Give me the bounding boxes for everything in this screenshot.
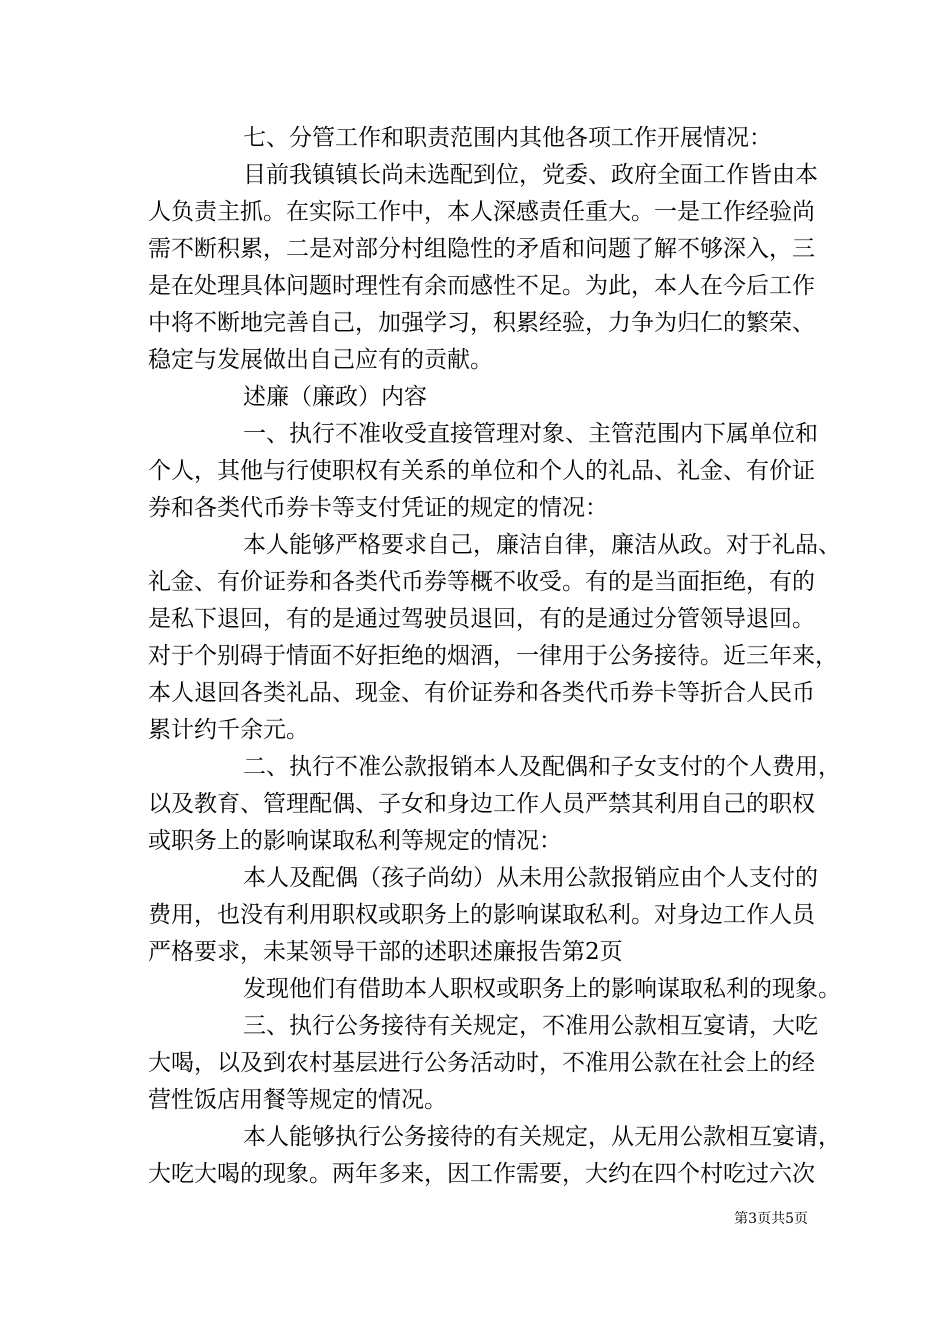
paragraph-line: 营性饭店用餐等规定的情况。 bbox=[148, 1087, 447, 1113]
paragraph-line: 中将不断地完善自己，加强学习，积累经验，力争为归仁的繁荣、 bbox=[148, 310, 815, 336]
section-heading-3: 三、执行公务接待有关规定，不准用公款相互宴请，大吃 bbox=[243, 1013, 818, 1039]
paragraph-line: 大吃大喝的现象。两年多来，因工作需要，大约在四个村吃过六次 bbox=[148, 1161, 815, 1187]
section-title-shulian: 述廉（廉政）内容 bbox=[243, 384, 427, 410]
paragraph-line: 费用，也没有利用职权或职务上的影响谋取私利。对身边工作人员 bbox=[148, 902, 815, 928]
paragraph-line: 是在处理具体问题时理性有余而感性不足。为此，本人在今后工作 bbox=[148, 273, 815, 299]
section-heading-2: 二、执行不准公款报销本人及配偶和子女支付的个人费用， bbox=[243, 754, 841, 780]
paragraph-line: 券和各类代币券卡等支付凭证的规定的情况： bbox=[148, 495, 608, 521]
paragraph-line: 人负责主抓。在实际工作中，本人深感责任重大。一是工作经验尚 bbox=[148, 199, 815, 225]
paragraph-line: 或职务上的影响谋取私利等规定的情况： bbox=[148, 828, 562, 854]
paragraph-line: 目前我镇镇长尚未选配到位，党委、政府全面工作皆由本 bbox=[243, 162, 818, 188]
paragraph-line: 发现他们有借助本人职权或职务上的影响谋取私利的现象。 bbox=[243, 976, 841, 1002]
paragraph-line: 严格要求，未某领导干部的述职述廉报告第2页 bbox=[148, 939, 623, 965]
paragraph-line: 稳定与发展做出自己应有的贡献。 bbox=[148, 347, 493, 373]
paragraph-line: 以及教育、管理配偶、子女和身边工作人员严禁其利用自己的职权 bbox=[148, 791, 815, 817]
paragraph-line: 大喝，以及到农村基层进行公务活动时，不准用公款在社会上的经 bbox=[148, 1050, 815, 1076]
section-heading-7: 七、分管工作和职责范围内其他各项工作开展情况： bbox=[243, 125, 772, 151]
paragraph-line: 礼金、有价证券和各类代币券等概不收受。有的是当面拒绝，有的 bbox=[148, 569, 815, 595]
paragraph-line: 本人能够严格要求自己，廉洁自律，廉洁从政。对于礼品、 bbox=[243, 532, 841, 558]
paragraph-line: 是私下退回，有的是通过驾驶员退回，有的是通过分管领导退回。 bbox=[148, 606, 815, 632]
paragraph-line: 累计约千余元。 bbox=[148, 717, 309, 743]
paragraph-line: 个人，其他与行使职权有关系的单位和个人的礼品、礼金、有价证 bbox=[148, 458, 815, 484]
page-number-footer: 第3页共5页 bbox=[734, 1211, 808, 1227]
paragraph-line: 需不断积累，二是对部分村组隐性的矛盾和问题了解不够深入，三 bbox=[148, 236, 815, 262]
paragraph-line: 本人退回各类礼品、现金、有价证券和各类代币券卡等折合人民币 bbox=[148, 680, 815, 706]
section-heading-1: 一、执行不准收受直接管理对象、主管范围内下属单位和 bbox=[243, 421, 818, 447]
paragraph-line: 本人能够执行公务接待的有关规定，从无用公款相互宴请， bbox=[243, 1124, 841, 1150]
paragraph-line: 本人及配偶（孩子尚幼）从未用公款报销应由个人支付的 bbox=[243, 865, 818, 891]
paragraph-line: 对于个别碍于情面不好拒绝的烟酒，一律用于公务接待。近三年来， bbox=[148, 643, 838, 669]
